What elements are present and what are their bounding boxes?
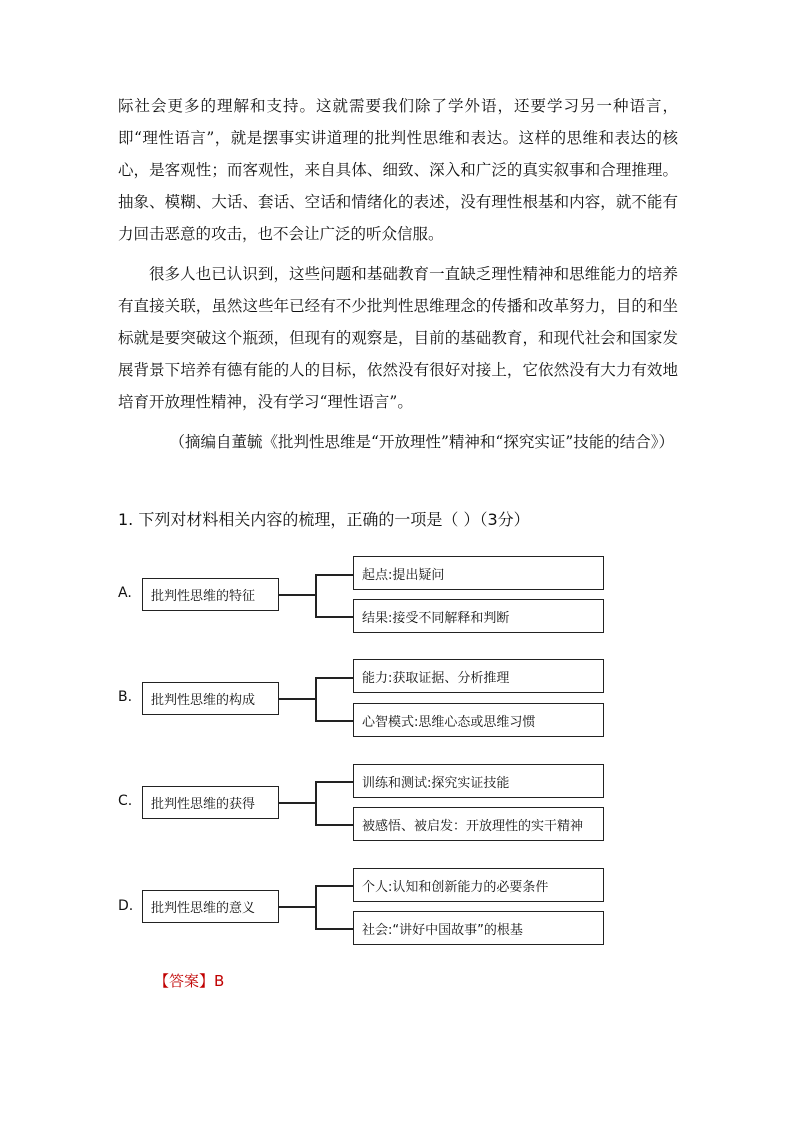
answer-value: B [214, 972, 225, 990]
option-sub-box-bottom: 结果:接受不同解释和判断 [353, 599, 604, 633]
option-main-box: 批判性思维的意义 [142, 890, 279, 923]
connector-line [315, 824, 353, 826]
option-sub-box-bottom: 社会:“讲好中国故事”的根基 [353, 911, 604, 945]
option-sub-box-top: 起点:提出疑问 [353, 556, 604, 590]
connector-line [279, 802, 315, 804]
connector-line [315, 677, 353, 679]
option-main-box: 批判性思维的特征 [142, 578, 279, 611]
connector-line [315, 781, 317, 824]
connector-line [315, 720, 353, 722]
option-sub-box-bottom: 被感悟、被启发：开放理性的实干精神 [353, 807, 604, 841]
connector-line [315, 781, 353, 783]
option-main-box: 批判性思维的获得 [142, 786, 279, 819]
connector-line [315, 616, 353, 618]
option-sub-box-bottom: 心智模式:思维心态或思维习惯 [353, 703, 604, 737]
option-letter: A. [118, 585, 132, 601]
option-sub-box-top: 个人:认知和创新能力的必要条件 [353, 868, 604, 902]
passage-paragraph-1: 际社会更多的理解和支持。这就需要我们除了学外语，还要学习另一种语言，即“理性语言”，就是摆事实讲道理的批判性思维和表达。这样的思维和表达的核心，是客观性；而客观性，来自具体、细致、深入和广泛的真实叙事和合理推理。抽象、模糊、大话、套话、空话和情绪化的表述，没有理性根基和内容，就不能有力回击恶意的攻击，也不会让广泛的听众信服。 [118, 97, 678, 243]
passage-paragraph-2: 很多人也已认识到，这些问题和基础教育一直缺乏理性精神和思维能力的培养有直接关联，虽然这些年已经有不少批判性思维理念的传播和改革努力，目的和坐标就是要突破这个瓶颈，但现有的观察是，目前的基础教育，和现代社会和国家发展背景下培养有德有能的人的目标，依然没有很好对接上，它依然没有大力有效地培育开放理性精神，没有学习“理性语言”。 [118, 265, 678, 411]
connector-line [279, 594, 315, 596]
question-stem: 1. 下列对材料相关内容的梳理，正确的一项是（ ）（3分） [118, 510, 530, 529]
connector-line [315, 885, 317, 928]
option-sub-box-top: 训练和测试:探究实证技能 [353, 764, 604, 798]
option-letter: C. [118, 793, 133, 809]
option-letter: D. [118, 898, 134, 914]
option-sub-box-top: 能力:获取证据、分析推理 [353, 659, 604, 693]
option-letter: B. [118, 689, 133, 705]
connector-line [315, 677, 317, 720]
connector-line [315, 574, 353, 576]
option-main-box: 批判性思维的构成 [142, 682, 279, 715]
answer-line [154, 970, 224, 991]
connector-line [315, 885, 353, 887]
passage-source: （摘编自董毓《批判性思维是“开放理性”精神和“探究实证”技能的结合》） [169, 433, 674, 451]
connector-line [315, 928, 353, 930]
connector-line [279, 698, 315, 700]
connector-line [279, 906, 315, 908]
answer-label: 【答案】 [154, 972, 215, 990]
connector-line [315, 574, 317, 616]
